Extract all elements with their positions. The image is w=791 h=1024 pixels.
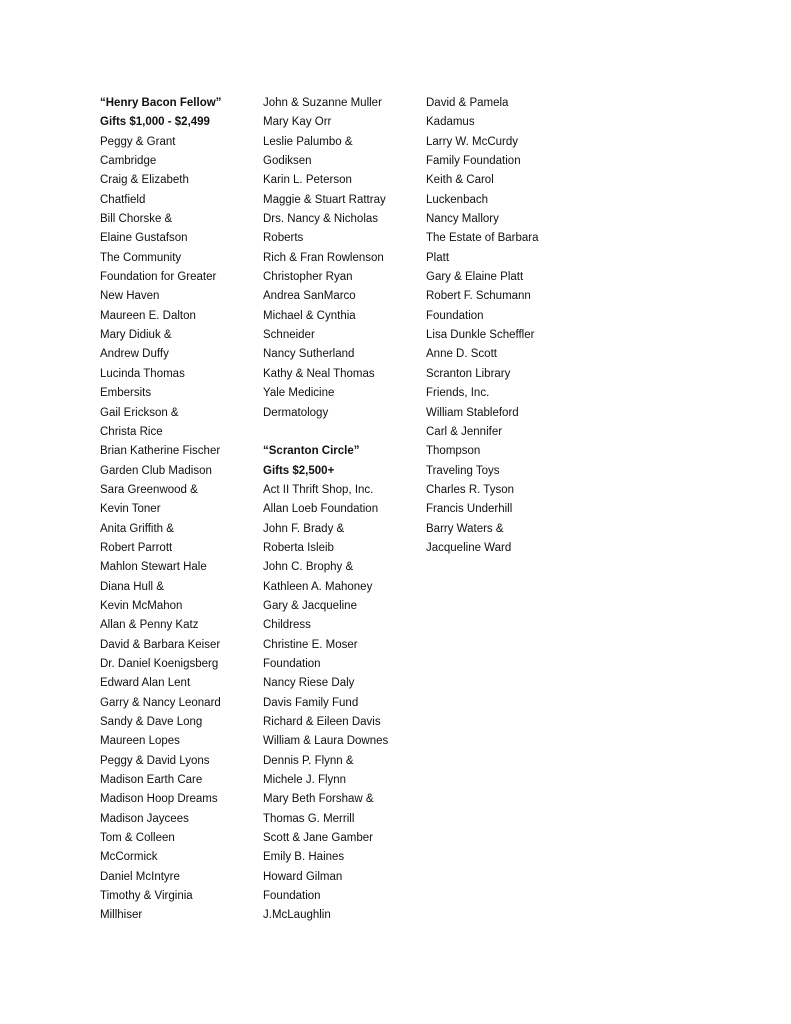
donor-name-line: Thomas G. Merrill [263,812,355,825]
donor-name-line: Peggy & David Lyons [100,754,210,767]
donor-name-line: Sandy & Dave Long [100,716,203,728]
donor-name-line: William & Laura Downes [263,735,389,748]
donor-name-line: Mary Beth Forshaw & [263,793,374,806]
donor-name-line: Mary Didiuk & [100,329,172,342]
donor-name-line: The Community [100,251,182,264]
donor-name-line: Jacqueline Ward [426,541,512,554]
donor-name-line: Leslie Palumbo & [263,135,353,148]
section-subheading-gift-range: Gifts $1,000 - $2,499 [100,116,210,129]
donor-name-line: Bill Chorske & [100,213,173,226]
donor-name-line: Yale Medicine [263,387,335,400]
donor-column-1 [100,94,250,926]
section-heading-henry-bacon-fellow: “Henry Bacon Fellow” [100,97,222,109]
donor-name-line: J.McLaughlin [263,909,331,922]
donor-list [426,94,576,558]
donor-name-line: Maureen Lopes [100,735,180,748]
donor-name-line: Foundation [263,657,321,670]
donor-name-line: Christopher Ryan [263,271,353,284]
donor-name-line: Brian Katherine Fischer [100,445,221,458]
donor-name-line: Craig & Elizabeth [100,174,189,187]
donor-name-line: Cambridge [100,155,157,168]
donor-name-line: Howard Gilman [263,870,343,883]
donor-name-line: Robert F. Schumann [426,290,531,303]
donor-name-line: Dermatology [263,406,329,419]
donor-name-line: Tom & Colleen [100,832,175,845]
donor-list [100,133,250,926]
donor-name-line: Gail Erickson & [100,406,179,419]
donor-name-line: David & Barbara Keiser [100,638,221,651]
donor-name-line: Diana Hull & [100,580,164,593]
donor-name-line: Lucinda Thomas [100,367,185,380]
section-spacer [263,423,413,442]
donor-name-line: Gary & Jacqueline [263,599,357,612]
donor-name-line: Daniel McIntyre [100,870,180,883]
donor-name-line: Gary & Elaine Platt [426,271,524,284]
donor-list [263,94,413,423]
donor-name-line: Maureen E. Dalton [100,309,196,322]
donor-name-line: Traveling Toys [426,464,500,477]
donor-name-line: Madison Earth Care [100,774,203,787]
donor-list [263,481,413,926]
donor-name-line: Millhiser [100,909,143,922]
donor-name-line: Foundation [263,890,321,903]
donor-name-line: Anne D. Scott [426,348,497,361]
donor-name-line: Luckenbach [426,193,489,206]
donor-column-2 [263,94,413,926]
donor-name-line: Charles R. Tyson [426,483,514,496]
donor-name-line: David & Pamela [426,97,509,109]
donor-name-line: Timothy & Virginia [100,890,193,903]
donor-name-line: Scranton Library [426,367,511,380]
donor-name-line: Maggie & Stuart Rattray [263,193,386,206]
donor-name-line: Roberts [263,232,304,245]
donor-name-line: Childress [263,619,311,632]
donor-name-line: Schneider [263,329,315,342]
donor-name-line: Thompson [426,445,481,458]
donor-name-line: Emily B. Haines [263,851,345,864]
donor-name-line: Davis Family Fund [263,696,359,709]
donor-name-line: Barry Waters & [426,522,504,535]
donor-name-line: Drs. Nancy & Nicholas [263,213,379,226]
donor-name-line: Anita Griffith & [100,522,174,535]
donor-name-line: Michele J. Flynn [263,774,347,787]
donor-name-line: The Estate of Barbara [426,232,539,245]
donor-column-3 [426,94,576,558]
donor-name-line: Christine E. Moser [263,638,358,651]
donor-name-line: Christa Rice [100,425,163,438]
donor-name-line: Kathleen A. Mahoney [263,580,373,593]
donor-name-line: Roberta Isleib [263,541,334,554]
donor-name-line: Foundation [426,309,484,322]
donor-name-line: Dennis P. Flynn & [263,754,354,767]
donor-name-line: Godiksen [263,155,312,168]
section-heading-scranton-circle: “Scranton Circle” [263,445,360,458]
donor-name-line: Kathy & Neal Thomas [263,367,375,380]
donor-name-line: Edward Alan Lent [100,677,191,690]
donor-name-line: Garry & Nancy Leonard [100,696,221,709]
donor-name-line: Dr. Daniel Koenigsberg [100,657,219,670]
donor-name-line: Lisa Dunkle Scheffler [426,329,535,342]
donor-name-line: Larry W. McCurdy [426,135,519,148]
donor-name-line: Platt [426,251,450,264]
donor-name-line: Kevin McMahon [100,599,183,612]
donor-name-line: Rich & Fran Rowlenson [263,251,384,264]
donor-name-line: John C. Brophy & [263,561,354,574]
donor-name-line: Andrea SanMarco [263,290,356,303]
donor-name-line: Elaine Gustafson [100,232,188,245]
donor-name-line: Madison Jaycees [100,812,189,825]
donor-name-line: Family Foundation [426,155,521,168]
donor-name-line: William Stableford [426,406,519,419]
donor-name-line: Garden Club Madison [100,464,212,477]
donor-name-line: Mahlon Stewart Hale [100,561,207,574]
donor-name-line: Act II Thrift Shop, Inc. [263,483,374,496]
donor-name-line: Kevin Toner [100,503,161,516]
donor-name-line: Friends, Inc. [426,387,490,400]
donor-name-line: Peggy & Grant [100,135,176,148]
donor-name-line: Embersits [100,387,152,400]
donor-name-line: John F. Brady & [263,522,345,535]
donor-name-line: Francis Underhill [426,503,513,516]
donor-name-line: Chatfield [100,193,146,206]
donor-name-line: Carl & Jennifer [426,425,503,438]
donor-name-line: Foundation for Greater [100,271,217,284]
donor-name-line: Mary Kay Orr [263,116,332,129]
donor-name-line: Richard & Eileen Davis [263,716,381,728]
donor-name-line: Kadamus [426,116,475,129]
donor-name-line: Michael & Cynthia [263,309,356,322]
donor-name-line: New Haven [100,290,160,303]
donor-name-line: Nancy Riese Daly [263,677,355,690]
donor-name-line: Allan & Penny Katz [100,619,199,632]
donor-name-line: Nancy Mallory [426,213,499,226]
donor-name-line: Allan Loeb Foundation [263,503,379,516]
donor-name-line: Madison Hoop Dreams [100,793,218,806]
donor-name-line: Andrew Duffy [100,348,169,361]
donor-name-line: Robert Parrott [100,541,173,554]
donor-name-line: Scott & Jane Gamber [263,832,373,845]
section-subheading-gift-range: Gifts $2,500+ [263,464,335,477]
donor-name-line: Karin L. Peterson [263,174,352,187]
donor-name-line: Sara Greenwood & [100,483,198,496]
donor-name-line: John & Suzanne Muller [263,97,382,109]
donor-name-line: McCormick [100,851,158,864]
donor-name-line: Nancy Sutherland [263,348,355,361]
donor-name-line: Keith & Carol [426,174,494,187]
